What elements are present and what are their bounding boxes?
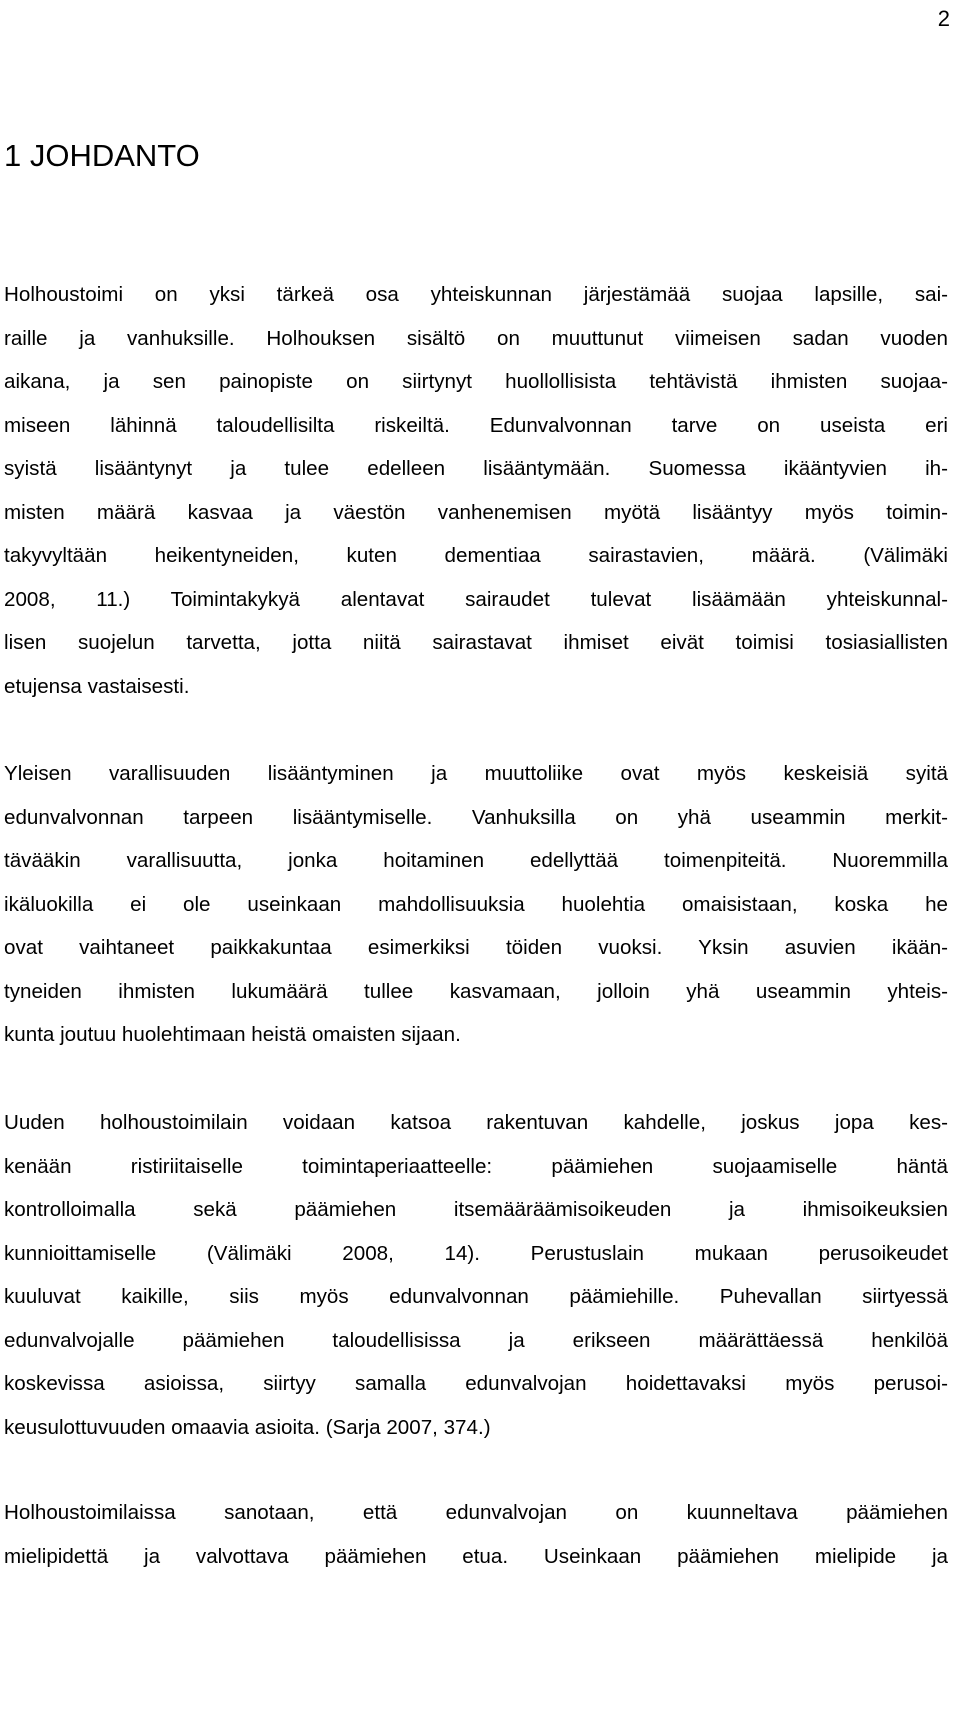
chapter-heading: 1 JOHDANTO xyxy=(4,138,200,173)
paragraph-2 xyxy=(4,752,948,1057)
paragraph-line: aikana, ja sen painopiste on siirtynyt huollollisista tehtävistä ihmisten suojaa- xyxy=(4,370,948,393)
paragraph-line: lisen suojelun tarvetta, jotta niitä sairastavat ihmiset eivät toimisi tosiasiallisten xyxy=(4,631,948,654)
paragraph-line: etujensa vastaisesti. xyxy=(4,674,190,698)
paragraph-line: mielipidettä ja valvottava päämiehen etua. Useinkaan päämiehen mielipide ja xyxy=(4,1544,948,1568)
paragraph-line: Yleisen varallisuuden lisääntyminen ja muuttoliike ovat myös keskeisiä syitä xyxy=(4,762,948,785)
paragraph-line: tyneiden ihmisten lukumäärä tullee kasvamaan, jolloin yhä useammin yhteis- xyxy=(4,979,948,1003)
paragraph-line: Holhoustoimi on yksi tärkeä osa yhteiskunnan järjestämää suojaa lapsille, sai- xyxy=(4,283,948,306)
paragraph-line: misten määrä kasvaa ja väestön vanhenemisen myötä lisääntyy myös toimin- xyxy=(4,500,948,524)
paragraph-1 xyxy=(4,273,948,708)
paragraph-3 xyxy=(4,1101,948,1449)
paragraph-line: kontrolloimalla sekä päämiehen itsemääräämisoikeuden ja ihmisoikeuksien xyxy=(4,1198,948,1221)
paragraph-line: kenään ristiriitaiselle toimintaperiaatteelle: päämiehen suojaamiselle häntä xyxy=(4,1154,948,1178)
paragraph-line: Holhoustoimilaissa sanotaan, että edunvalvojan on kuunneltava päämiehen xyxy=(4,1501,948,1524)
paragraph-line: takyvyltään heikentyneiden, kuten dementiaa sairastavien, määrä. (Välimäki xyxy=(4,544,948,567)
page-number: 2 xyxy=(937,6,950,31)
paragraph-line: miseen lähinnä taloudellisilta riskeiltä. Edunvalvonnan tarve on useista eri xyxy=(4,413,948,437)
paragraph-line: ovat vaihtaneet paikkakuntaa esimerkiksi töiden vuoksi. Yksin asuvien ikään- xyxy=(4,936,948,959)
paragraph-line: edunvalvonnan tarpeen lisääntymiselle. Vanhuksilla on yhä useammin merkit- xyxy=(4,805,948,829)
paragraph-line: syistä lisääntynyt ja tulee edelleen lisääntymään. Suomessa ikääntyvien ih- xyxy=(4,457,948,480)
paragraph-line: kunta joutuu huolehtimaan heistä omaisten sijaan. xyxy=(4,1023,461,1046)
paragraph-line: tävääkin varallisuutta, jonka hoitaminen edellyttää toimenpiteitä. Nuoremmilla xyxy=(4,849,948,872)
paragraph-line: keusulottuvuuden omaavia asioita. (Sarja 2007, 374.) xyxy=(4,1415,491,1439)
paragraph-line: koskevissa asioissa, siirtyy samalla edunvalvojan hoidettavaksi myös perusoi- xyxy=(4,1372,948,1395)
paragraph-line: 2008, 11.) Toimintakykyä alentavat sairaudet tulevat lisäämään yhteiskunnal- xyxy=(4,587,948,611)
paragraph-4 xyxy=(4,1491,948,1578)
paragraph-line: kunnioittamiselle (Välimäki 2008, 14). Perustuslain mukaan perusoikeudet xyxy=(4,1241,948,1265)
paragraph-line: edunvalvojalle päämiehen taloudellisissa ja erikseen määrättäessä henkilöä xyxy=(4,1328,948,1352)
paragraph-line: kuuluvat kaikille, siis myös edunvalvonnan päämiehille. Puhevallan siirtyessä xyxy=(4,1285,948,1308)
paragraph-line: raille ja vanhuksille. Holhouksen sisältö on muuttunut viimeisen sadan vuoden xyxy=(4,326,948,350)
paragraph-line: Uuden holhoustoimilain voidaan katsoa rakentuvan kahdelle, joskus jopa kes- xyxy=(4,1111,948,1134)
paragraph-line: ikäluokilla ei ole useinkaan mahdollisuuksia huolehtia omaisistaan, koska he xyxy=(4,892,948,916)
